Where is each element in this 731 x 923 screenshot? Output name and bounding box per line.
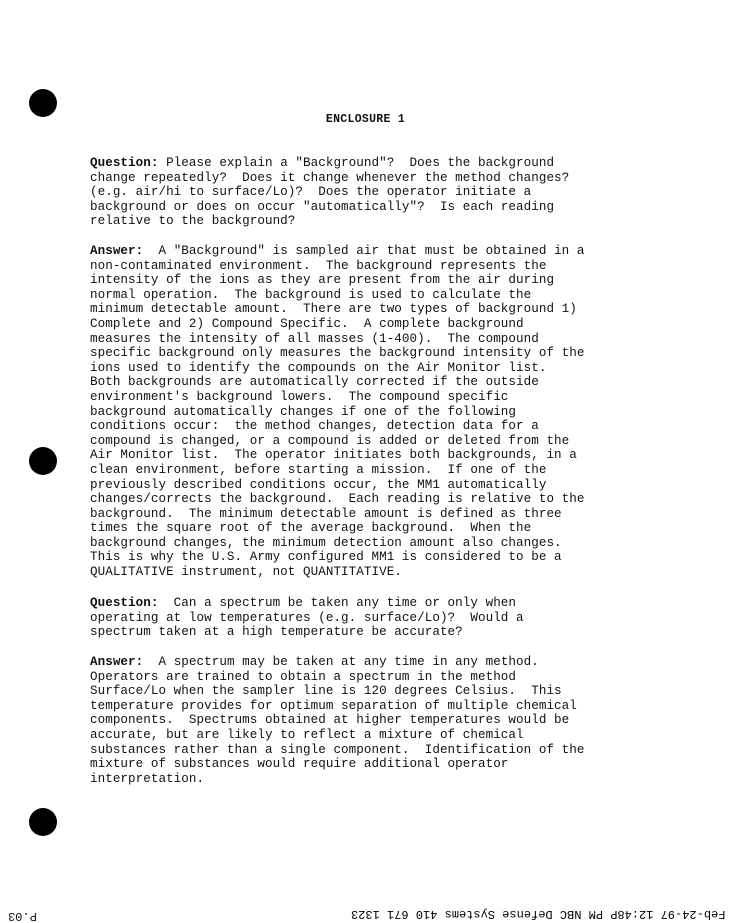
answer-label: Answer: bbox=[90, 655, 144, 669]
text-line: background. The minimum detectable amount is defined as three bbox=[90, 506, 562, 521]
text-line: compound is changed, or a compound is added or deleted from the bbox=[90, 433, 570, 448]
text-line: Both backgrounds are automatically corrected if the outside bbox=[90, 375, 539, 390]
text-line: substances rather than a single component. Identification of the bbox=[90, 742, 585, 757]
fax-header: Feb-24-97 12:48P PM NBC Defense Systems 410 671 1323 bbox=[350, 907, 725, 921]
text-line: previously described conditions occur, the MM1 automatically bbox=[90, 477, 547, 492]
text-line: (e.g. air/hi to surface/Lo)? Does the operator initiate a bbox=[90, 185, 532, 200]
qa-block-question-1 bbox=[90, 156, 650, 229]
answer-label: Answer: bbox=[90, 244, 144, 258]
text-line: operating at low temperatures (e.g. surface/Lo)? Would a bbox=[90, 610, 524, 625]
text-line: measures the intensity of all masses (1-400). The compound bbox=[90, 331, 539, 346]
text-line: Can a spectrum be taken any time or only when bbox=[158, 596, 517, 610]
text-line: Complete and 2) Compound Specific. A complete background bbox=[90, 316, 524, 331]
text-line: QUALITATIVE instrument, not QUANTITATIVE. bbox=[90, 565, 402, 580]
text-line: temperature provides for optimum separation of multiple chemical bbox=[90, 698, 577, 713]
punch-hole-middle bbox=[29, 447, 57, 475]
text-line: intensity of the ions as they are present from the air during bbox=[90, 273, 555, 288]
text-line: minimum detectable amount. There are two types of background 1) bbox=[90, 302, 577, 317]
text-line: A spectrum may be taken at any time in any method. bbox=[143, 655, 539, 669]
question-label: Question: bbox=[90, 156, 159, 170]
punch-hole-bottom bbox=[29, 808, 57, 836]
text-line: background or does on occur "automatically"? Is each reading bbox=[90, 199, 555, 214]
text-line: interpretation. bbox=[90, 771, 205, 786]
text-line: This is why the U.S. Army configured MM1 is considered to be a bbox=[90, 550, 562, 565]
text-line: Please explain a "Background"? Does the background bbox=[158, 156, 555, 170]
question-label: Question: bbox=[90, 596, 159, 610]
text-line: times the square root of the average background. When the bbox=[90, 521, 532, 536]
text-line: changes/corrects the background. Each reading is relative to the bbox=[90, 492, 585, 507]
text-line: normal operation. The background is used to calculate the bbox=[90, 287, 532, 302]
text-line: mixture of substances would require additional operator bbox=[90, 757, 509, 772]
text-line: Operators are trained to obtain a spectrum in the method bbox=[90, 669, 517, 684]
page-title: ENCLOSURE 1 bbox=[325, 113, 406, 126]
text-line: specific background only measures the background intensity of the bbox=[90, 346, 585, 361]
text-line: A "Background" is sampled air that must be obtained in a bbox=[143, 244, 585, 258]
text-line: change repeatedly? Does it change whenever the method changes? bbox=[90, 170, 570, 185]
text-line: accurate, but are likely to reflect a mixture of chemical bbox=[90, 727, 524, 742]
text-line: spectrum taken at a high temperature be accurate? bbox=[90, 625, 463, 640]
qa-block-answer-1 bbox=[90, 244, 650, 580]
text-line: components. Spectrums obtained at higher temperatures would be bbox=[90, 713, 570, 728]
text-line: ions used to identify the compounds on the Air Monitor list. bbox=[90, 360, 547, 375]
text-line: conditions occur: the method changes, detection data for a bbox=[90, 419, 539, 434]
text-line: relative to the background? bbox=[90, 214, 296, 229]
qa-block-answer-2 bbox=[90, 655, 650, 786]
text-line: Air Monitor list. The operator initiates both backgrounds, in a bbox=[90, 448, 577, 463]
text-line: non-contaminated environment. The background represents the bbox=[90, 258, 547, 273]
text-line: clean environment, before starting a mission. If one of the bbox=[90, 462, 547, 477]
text-line: background automatically changes if one of the following bbox=[90, 404, 517, 419]
qa-block-question-2 bbox=[90, 596, 650, 640]
text-line: environment's background lowers. The compound specific bbox=[90, 389, 509, 404]
fax-page-number: P.03 bbox=[8, 909, 37, 923]
text-line: background changes, the minimum detection amount also changes. bbox=[90, 535, 562, 550]
text-line: Surface/Lo when the sampler line is 120 degrees Celsius. This bbox=[90, 684, 562, 699]
